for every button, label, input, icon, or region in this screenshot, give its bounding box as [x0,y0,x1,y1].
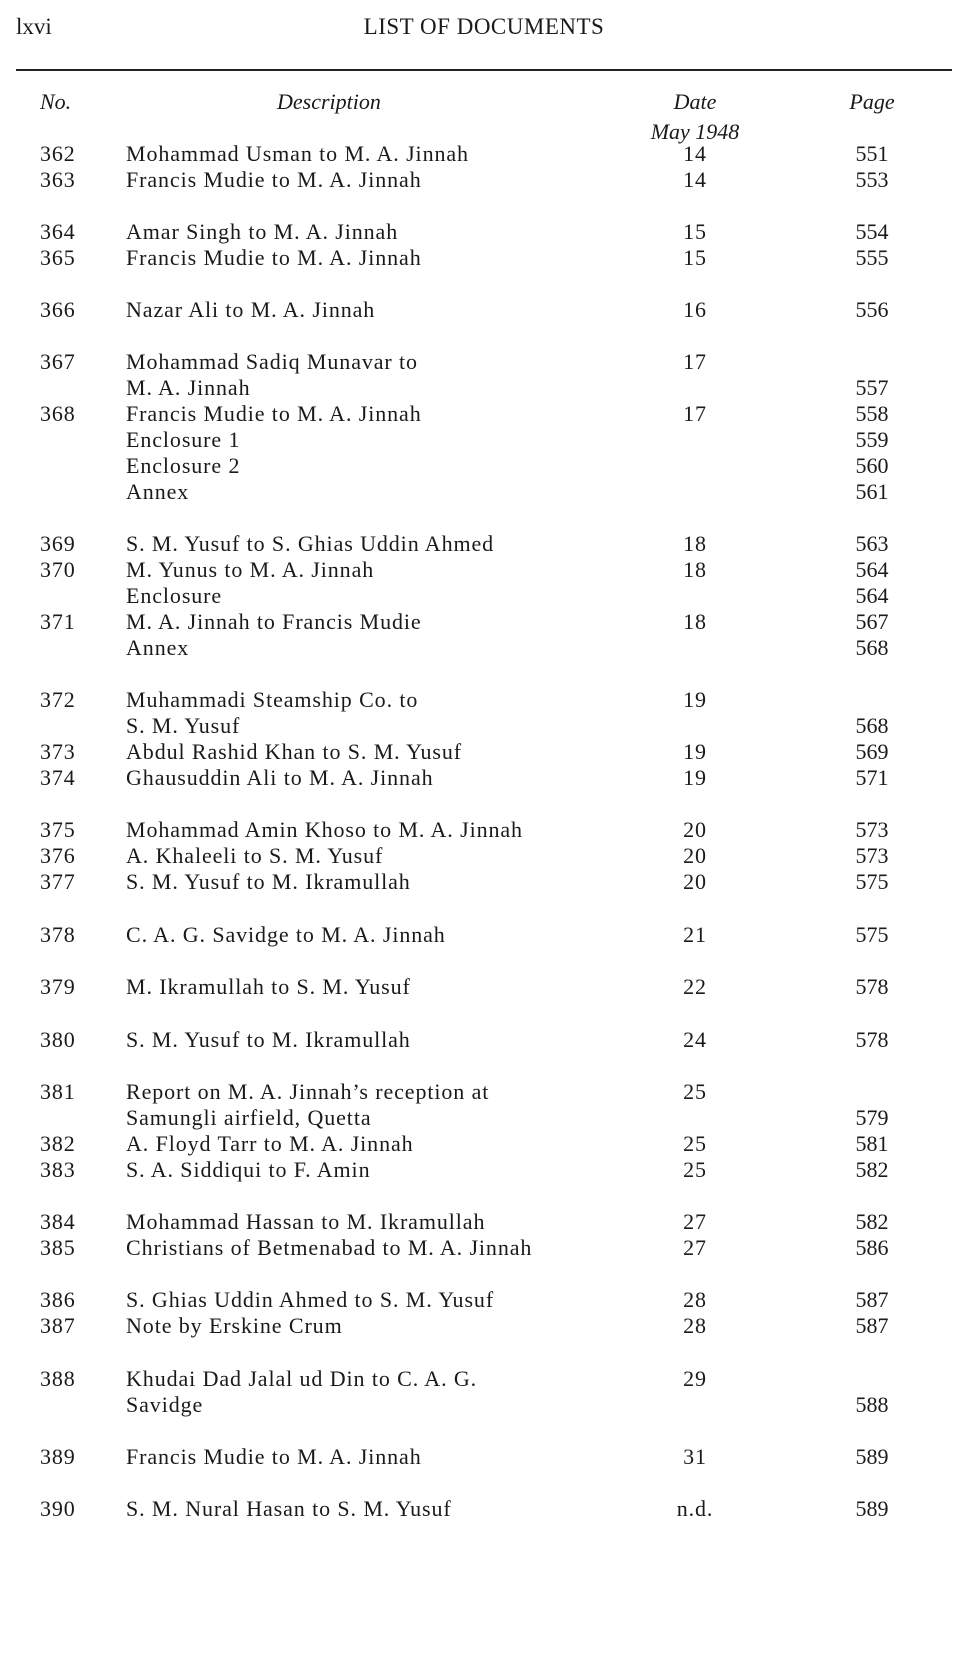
document-number: 370 [40,557,76,582]
document-description: Enclosure 2 [126,453,241,478]
column-header-no: No. [40,89,72,114]
document-date: 28 [683,1287,707,1312]
document-date: 27 [683,1235,707,1260]
document-page: 567 [855,609,889,634]
document-number: 389 [40,1444,76,1469]
document-description: Enclosure [126,583,223,608]
document-date: 18 [683,531,707,556]
document-page: 564 [855,583,889,608]
document-date: 18 [683,557,707,582]
document-number: 377 [40,869,76,894]
document-description: Francis Mudie to M. A. Jinnah [126,401,422,426]
document-description: Annex [126,479,190,504]
document-number: 365 [40,245,76,270]
document-row [0,296,968,323]
document-description: Ghausuddin Ali to M. A. Jinnah [126,765,434,790]
document-row [0,1234,968,1261]
document-row [0,1104,968,1131]
document-row [0,1443,968,1470]
document-page: 581 [855,1131,889,1156]
document-page: 556 [855,297,889,322]
document-page: 589 [855,1444,889,1469]
document-description: Mohammad Usman to M. A. Jinnah [126,141,469,166]
document-description: Note by Erskine Crum [126,1313,343,1338]
document-row [0,608,968,635]
document-row [0,218,968,245]
document-description: S. M. Yusuf to M. Ikramullah [126,1027,411,1052]
document-page: 575 [855,869,889,894]
document-date: 19 [683,765,707,790]
document-description: S. M. Yusuf [126,713,241,738]
document-description: Report on M. A. Jinnah’s reception at [126,1079,490,1104]
document-date: 29 [683,1366,707,1391]
document-row [0,348,968,375]
document-description: M. A. Jinnah [126,375,251,400]
document-date: 25 [683,1079,707,1104]
document-number: 390 [40,1496,76,1521]
document-date: 19 [683,739,707,764]
document-page: 561 [855,479,889,504]
document-description: Muhammadi Steamship Co. to [126,687,419,712]
document-number: 379 [40,974,76,999]
document-page: 588 [855,1392,889,1417]
document-description: M. Yunus to M. A. Jinnah [126,557,375,582]
document-page: 564 [855,557,889,582]
document-row [0,1312,968,1339]
document-description: S. M. Yusuf to S. Ghias Uddin Ahmed [126,531,495,556]
document-date: 15 [683,219,707,244]
document-page: 573 [855,817,889,842]
document-date: 27 [683,1209,707,1234]
document-page: 586 [855,1235,889,1260]
document-description: S. A. Siddiqui to F. Amin [126,1157,371,1182]
document-date: 22 [683,974,707,999]
document-number: 380 [40,1027,76,1052]
document-number: 364 [40,219,76,244]
document-date: 19 [683,687,707,712]
document-page: 569 [855,739,889,764]
document-number: 385 [40,1235,76,1260]
document-description: Savidge [126,1392,204,1417]
document-row [0,1391,968,1418]
document-page: 555 [855,245,889,270]
document-description: Francis Mudie to M. A. Jinnah [126,167,422,192]
document-description: M. A. Jinnah to Francis Mudie [126,609,422,634]
document-row [0,478,968,505]
document-number: 376 [40,843,76,868]
document-page: 557 [855,375,889,400]
document-row [0,816,968,843]
document-row [0,400,968,427]
document-number: 375 [40,817,76,842]
document-page: 578 [855,1027,889,1052]
document-row [0,1026,968,1053]
document-date: n.d. [676,1496,714,1521]
document-row [0,1365,968,1392]
document-page: 554 [855,219,889,244]
document-number: 387 [40,1313,76,1338]
document-row [0,712,968,739]
document-number: 373 [40,739,76,764]
document-description: S. M. Nural Hasan to S. M. Yusuf [126,1496,452,1521]
document-description: S. M. Yusuf to M. Ikramullah [126,869,411,894]
document-description: Samungli airfield, Quetta [126,1105,372,1130]
document-date: 21 [683,922,707,947]
document-date: 15 [683,245,707,270]
document-row [0,530,968,557]
document-date: 24 [683,1027,707,1052]
document-date: 20 [683,869,707,894]
document-row [0,556,968,583]
document-description: S. Ghias Uddin Ahmed to S. M. Yusuf [126,1287,495,1312]
document-page: 582 [855,1209,889,1234]
document-row [0,452,968,479]
document-description: Francis Mudie to M. A. Jinnah [126,245,422,270]
column-header-page: Page [849,89,895,114]
document-row [0,140,968,167]
document-date: 20 [683,843,707,868]
column-header-date: Date [673,89,717,114]
document-page: 551 [855,141,889,166]
document-number: 382 [40,1131,76,1156]
document-row [0,582,968,609]
document-row [0,868,968,895]
document-date: 31 [683,1444,707,1469]
document-number: 383 [40,1157,76,1182]
document-number: 386 [40,1287,76,1312]
document-date: 28 [683,1313,707,1338]
document-row [0,1208,968,1235]
document-page: 571 [855,765,889,790]
document-description: Mohammad Amin Khoso to M. A. Jinnah [126,817,523,842]
document-row [0,764,968,791]
document-page: 587 [855,1287,889,1312]
document-description: Amar Singh to M. A. Jinnah [126,219,399,244]
document-date: 25 [683,1157,707,1182]
document-date: 14 [683,167,707,192]
document-row [0,374,968,401]
document-row [0,1156,968,1183]
document-number: 388 [40,1366,76,1391]
document-number: 363 [40,167,76,192]
document-page: 573 [855,843,889,868]
document-date: 16 [683,297,707,322]
page-title: LIST OF DOCUMENTS [363,14,605,39]
document-number: 366 [40,297,76,322]
document-page: 578 [855,974,889,999]
document-date: 20 [683,817,707,842]
document-row [0,426,968,453]
page-number: lxvi [16,14,52,39]
document-description: Enclosure 1 [126,427,241,452]
document-date: 25 [683,1131,707,1156]
document-page: 568 [855,713,889,738]
document-row [0,1130,968,1157]
document-number: 369 [40,531,76,556]
document-page: 589 [855,1496,889,1521]
document-page: 563 [855,531,889,556]
document-description: A. Khaleeli to S. M. Yusuf [126,843,384,868]
document-row [0,244,968,271]
document-row [0,166,968,193]
document-date: 17 [683,401,707,426]
document-page: 582 [855,1157,889,1182]
document-description: Abdul Rashid Khan to S. M. Yusuf [126,739,462,764]
document-number: 367 [40,349,76,374]
document-date: 17 [683,349,707,374]
document-description: A. Floyd Tarr to M. A. Jinnah [126,1131,414,1156]
document-number: 381 [40,1079,76,1104]
document-number: 378 [40,922,76,947]
document-number: 362 [40,141,76,166]
document-page: 587 [855,1313,889,1338]
document-page: 579 [855,1105,889,1130]
document-number: 384 [40,1209,76,1234]
document-description: M. Ikramullah to S. M. Yusuf [126,974,411,999]
document-row [0,973,968,1000]
column-header-month: May 1948 [650,119,740,144]
document-row [0,842,968,869]
document-description: Mohammad Hassan to M. Ikramullah [126,1209,486,1234]
document-description: Annex [126,635,190,660]
document-description: C. A. G. Savidge to M. A. Jinnah [126,922,446,947]
document-date: 14 [683,141,707,166]
document-description: Christians of Betmenabad to M. A. Jinnah [126,1235,533,1260]
document-row [0,634,968,661]
document-description: Francis Mudie to M. A. Jinnah [126,1444,422,1469]
document-date: 18 [683,609,707,634]
document-row [0,1286,968,1313]
document-number: 368 [40,401,76,426]
document-row [0,738,968,765]
document-number: 374 [40,765,76,790]
document-description: Mohammad Sadiq Munavar to [126,349,418,374]
document-description: Khudai Dad Jalal ud Din to C. A. G. [126,1366,478,1391]
document-page: 560 [855,453,889,478]
document-page: 568 [855,635,889,660]
document-number: 372 [40,687,76,712]
document-number: 371 [40,609,76,634]
document-row [0,1078,968,1105]
document-description: Nazar Ali to M. A. Jinnah [126,297,376,322]
document-page: 553 [855,167,889,192]
document-page: 559 [855,427,889,452]
document-page: 558 [855,401,889,426]
document-row [0,921,968,948]
document-page: 575 [855,922,889,947]
column-header-description: Description [277,89,381,114]
document-row [0,1495,968,1522]
document-row [0,686,968,713]
